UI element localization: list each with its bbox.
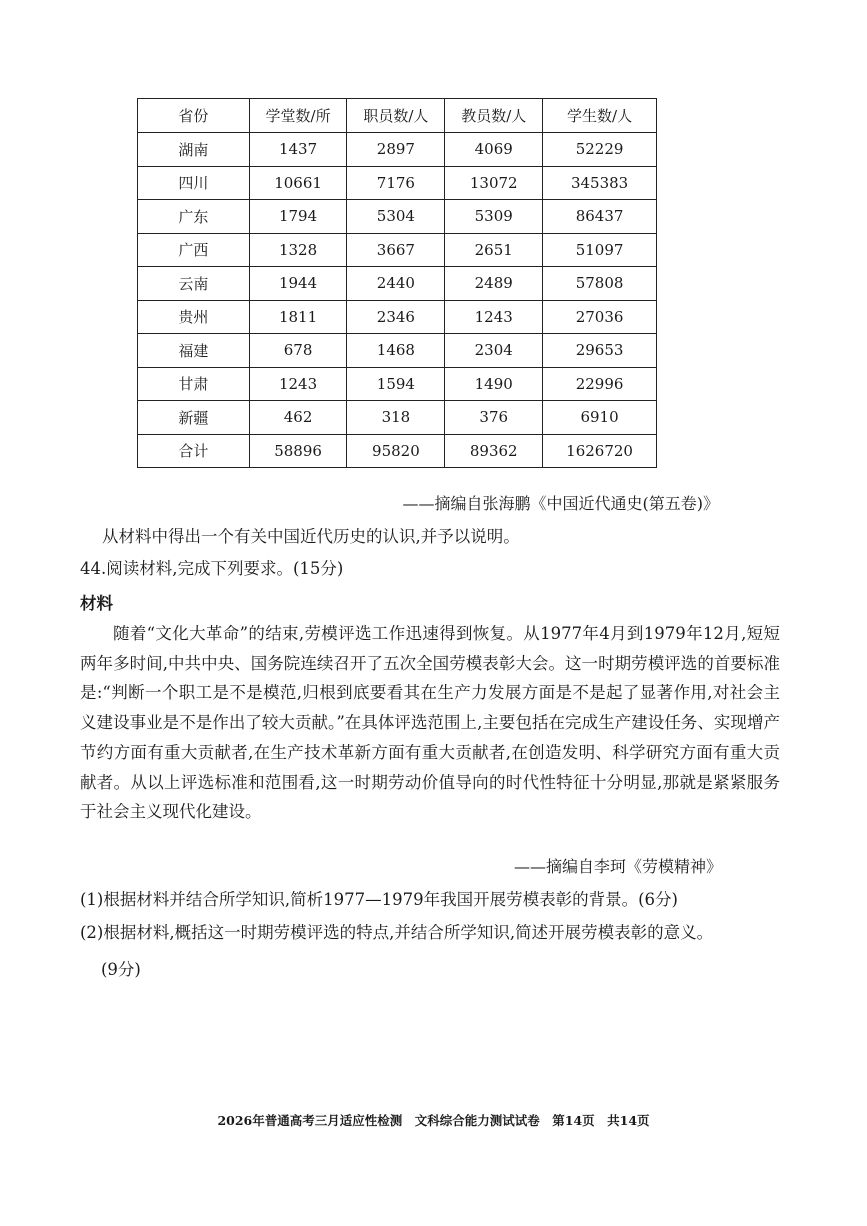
- header-cell: 职员数/人: [347, 99, 445, 133]
- table-cell: 云南: [138, 267, 250, 301]
- table-cell: 22996: [543, 367, 657, 401]
- table-cell: 1243: [445, 300, 543, 334]
- table-cell: 52229: [543, 133, 657, 167]
- table-body: [138, 133, 657, 468]
- question-2: (2)根据材料,概括这一时期劳模评选的特点,并结合所学知识,简述开展劳模表彰的意义。: [80, 923, 714, 942]
- table-row: [138, 233, 657, 267]
- table-cell: 合计: [138, 434, 250, 468]
- table-row: [138, 133, 657, 167]
- table-cell: 1794: [249, 200, 347, 234]
- data-table: [137, 98, 657, 468]
- table-cell: 广西: [138, 233, 250, 267]
- table-cell: 95820: [347, 434, 445, 468]
- table-cell: 2346: [347, 300, 445, 334]
- header-cell: 学堂数/所: [249, 99, 347, 133]
- table-row: [138, 434, 657, 468]
- table-cell: 29653: [543, 334, 657, 368]
- table-cell: 2304: [445, 334, 543, 368]
- table-cell: 86437: [543, 200, 657, 234]
- table-cell: 1243: [249, 367, 347, 401]
- table-cell: 1626720: [543, 434, 657, 468]
- table-cell: 福建: [138, 334, 250, 368]
- table-cell: 678: [249, 334, 347, 368]
- question-2-score: (9分): [101, 960, 141, 979]
- table-cell: 1437: [249, 133, 347, 167]
- table-cell: 四川: [138, 166, 250, 200]
- table-cell: 1490: [445, 367, 543, 401]
- table-cell: 13072: [445, 166, 543, 200]
- table-cell: 1468: [347, 334, 445, 368]
- table-cell: 2651: [445, 233, 543, 267]
- table-row: [138, 300, 657, 334]
- table-cell: 2489: [445, 267, 543, 301]
- table-cell: 3667: [347, 233, 445, 267]
- table-cell: 5304: [347, 200, 445, 234]
- table-cell: 1328: [249, 233, 347, 267]
- table-row: [138, 200, 657, 234]
- header-cell: 教员数/人: [445, 99, 543, 133]
- table-row: [138, 334, 657, 368]
- table-cell: 新疆: [138, 401, 250, 435]
- table-source: ——摘编自张海鹏《中国近代通史(第五卷)》: [402, 494, 719, 513]
- table-cell: 甘肃: [138, 367, 250, 401]
- table-cell: 1811: [249, 300, 347, 334]
- table-cell: 湖南: [138, 133, 250, 167]
- table-cell: 10661: [249, 166, 347, 200]
- table-cell: 2440: [347, 267, 445, 301]
- table-cell: 广东: [138, 200, 250, 234]
- table-cell: 1944: [249, 267, 347, 301]
- table-cell: 5309: [445, 200, 543, 234]
- page-footer: 2026年普通高考三月适应性检测 文科综合能力测试试卷 第14页 共14页: [217, 1113, 650, 1128]
- table-cell: 58896: [249, 434, 347, 468]
- table-cell: 376: [445, 401, 543, 435]
- material-source: ——摘编自李珂《劳模精神》: [513, 857, 722, 876]
- table-cell: 7176: [347, 166, 445, 200]
- table-cell: 89362: [445, 434, 543, 468]
- material-paragraph: 随着“文化大革命”的结束,劳模评选工作迅速得到恢复。从1977年4月到1979年12月,短短两年多时间,中共中央、国务院连续召开了五次全国劳模表彰大会。这一时期劳模评选的首要标准是:“判断一个职工是不是模范,归根到底要看其在生产力发展方面是不是起了显著作用,对社会主义建设事业是不是作出了较大贡献。”在具体评选范围上,主要包括在完成生产建设任务、实现增产节约方面有重大贡献者,在生产技术革新方面有重大贡献者,在创造发明、科学研究方面有重大贡献者。从以上评选标准和范围看,这一时期劳动价值导向的时代性特征十分明显,那就是紧紧服务于社会主义现代化建设。: [80, 624, 780, 822]
- header-cell: 省份: [138, 99, 250, 133]
- table-header-row: [138, 99, 657, 133]
- table-cell: 51097: [543, 233, 657, 267]
- table-cell: 1594: [347, 367, 445, 401]
- table-cell: 57808: [543, 267, 657, 301]
- q44-title: 44.阅读材料,完成下列要求。(15分): [80, 559, 344, 578]
- table-cell: 贵州: [138, 300, 250, 334]
- table-cell: 2897: [347, 133, 445, 167]
- table-row: [138, 367, 657, 401]
- table-row: [138, 401, 657, 435]
- table-cell: 345383: [543, 166, 657, 200]
- header-cell: 学生数/人: [543, 99, 657, 133]
- table-cell: 4069: [445, 133, 543, 167]
- q43-prompt: 从材料中得出一个有关中国近代历史的认识,并予以说明。: [102, 527, 520, 546]
- table-row: [138, 166, 657, 200]
- table-cell: 318: [347, 401, 445, 435]
- question-1: (1)根据材料并结合所学知识,简析1977—1979年我国开展劳模表彰的背景。(6分): [80, 890, 678, 909]
- table-cell: 462: [249, 401, 347, 435]
- table-cell: 6910: [543, 401, 657, 435]
- table-row: [138, 267, 657, 301]
- table-cell: 27036: [543, 300, 657, 334]
- material-label: 材料: [80, 594, 113, 613]
